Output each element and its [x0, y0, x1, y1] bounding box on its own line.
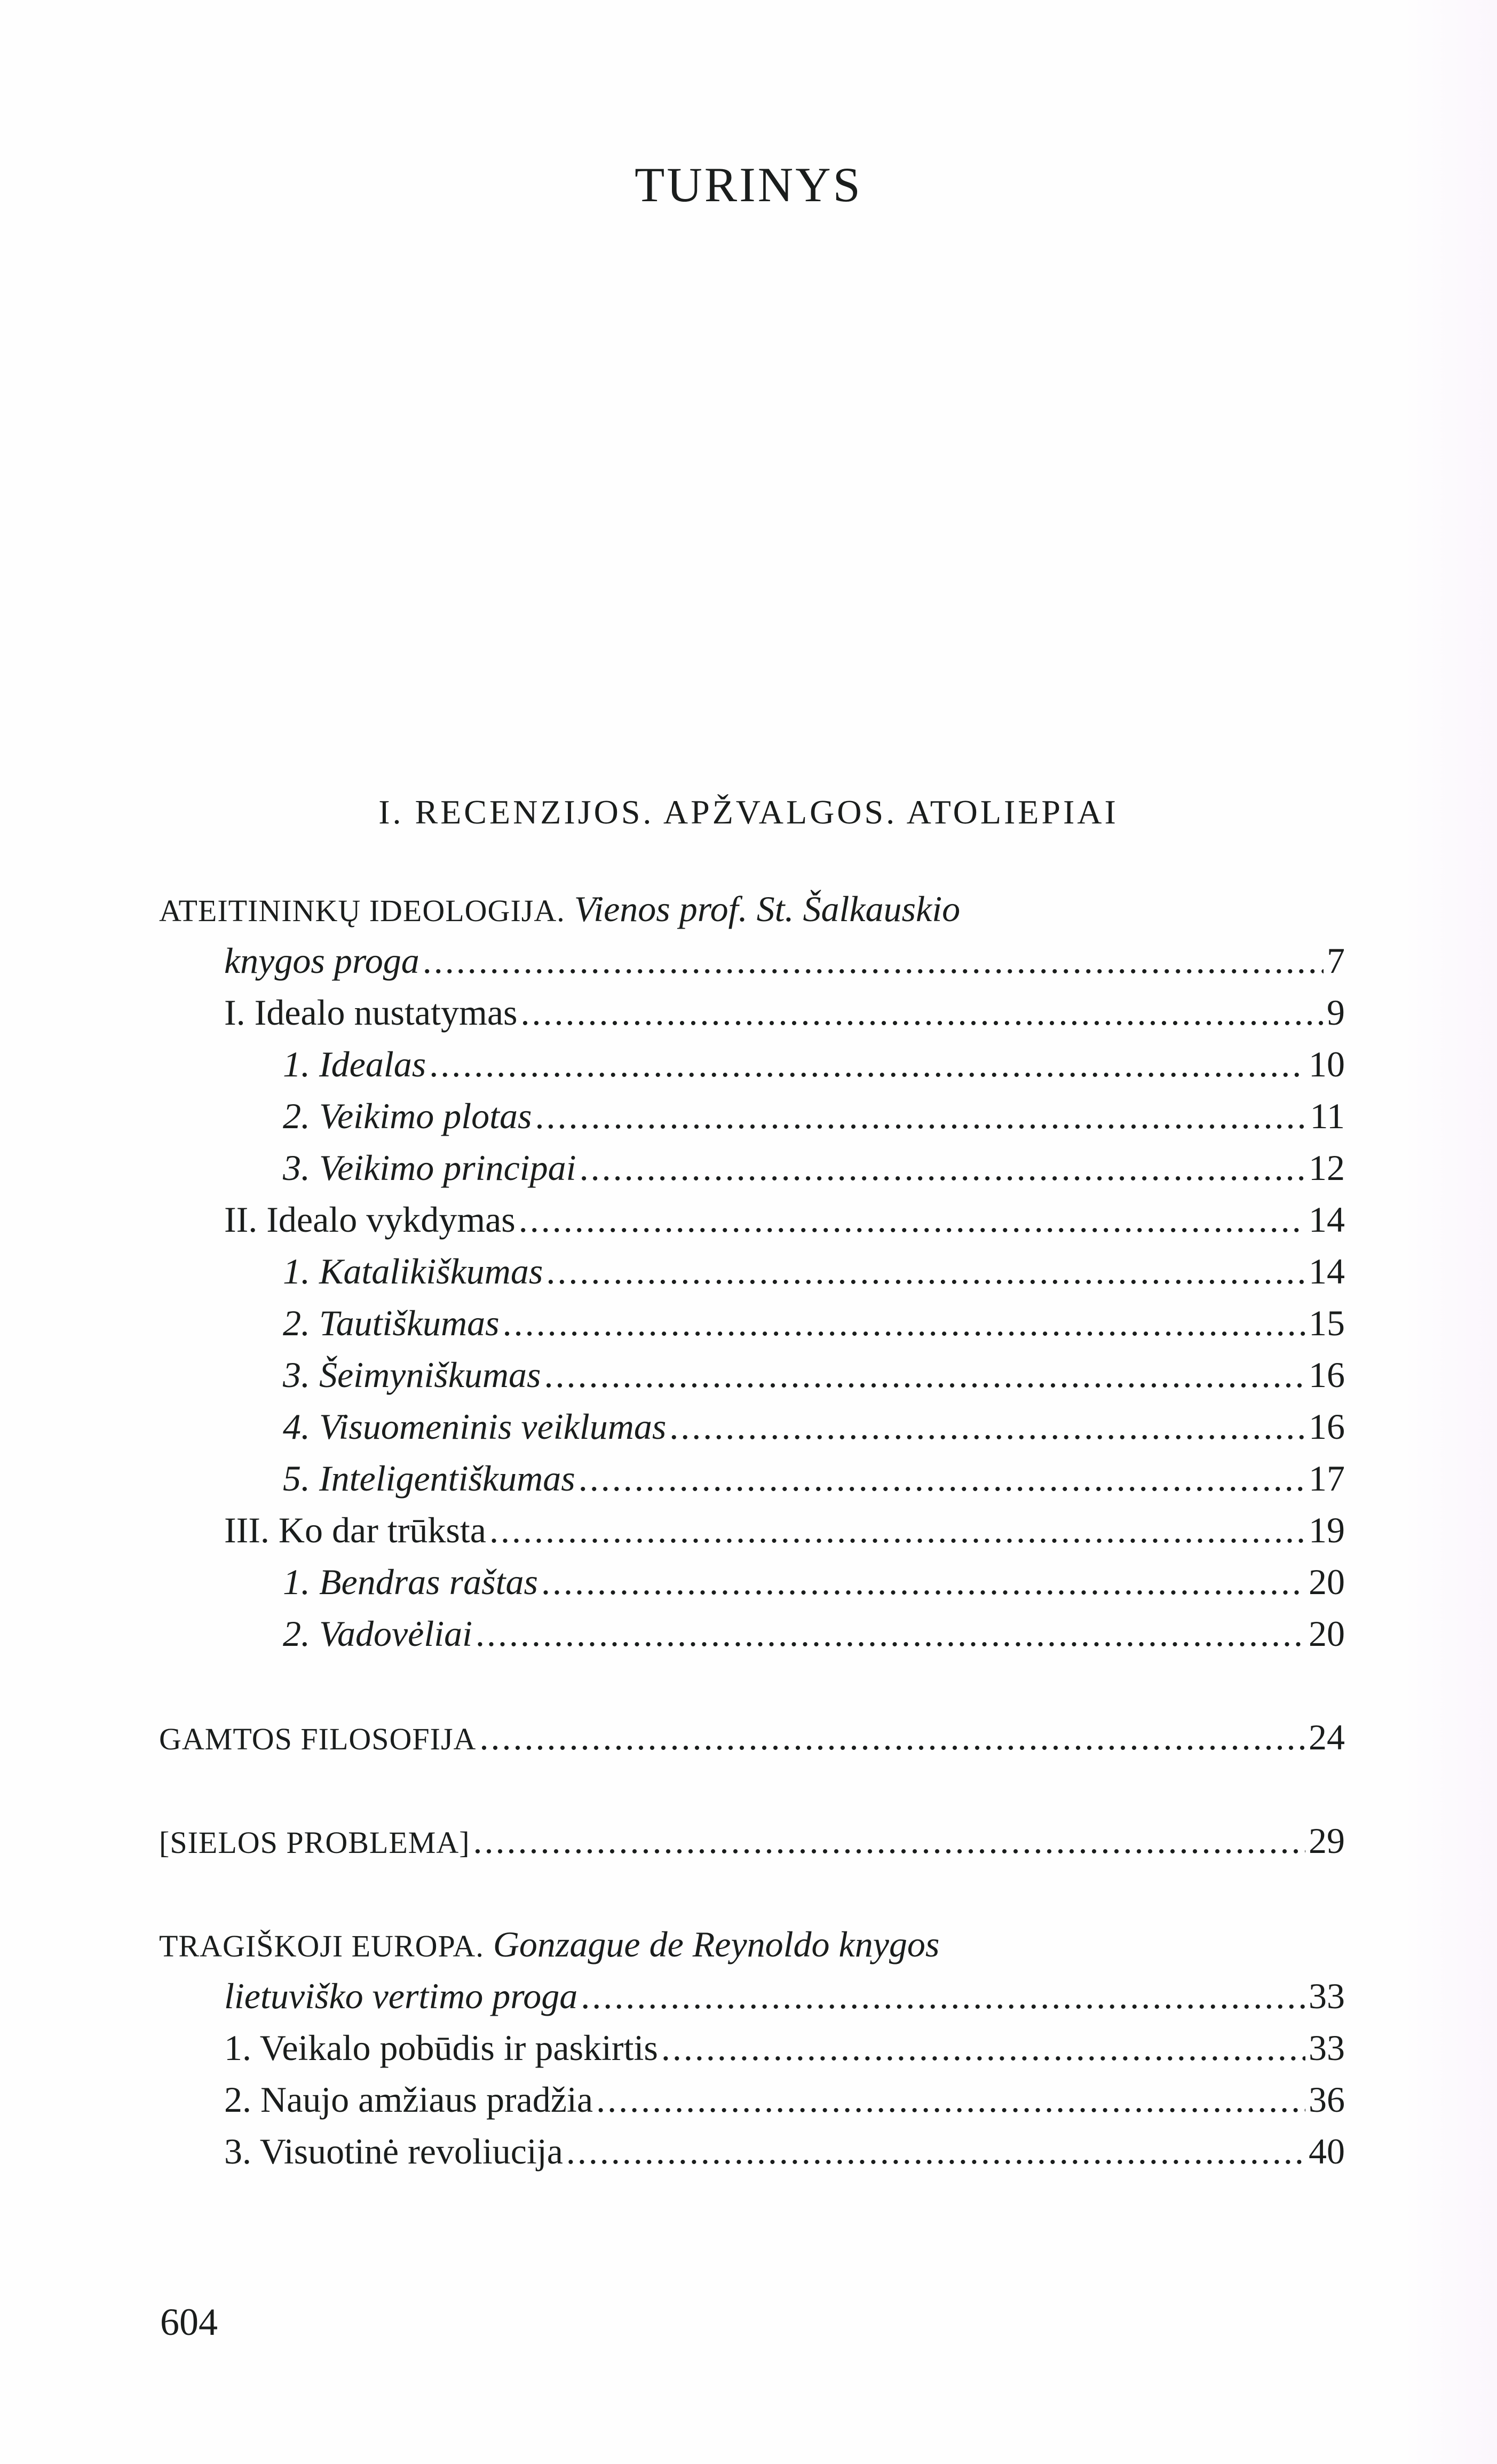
entry-title: TRAGIŠKOJI EUROPA.: [159, 1929, 484, 1963]
page-number: 7: [1327, 940, 1345, 981]
entry-label: lietuviško vertimo proga: [224, 1976, 578, 2016]
entry-label: [SIELOS PROBLEMA]: [159, 1825, 470, 1860]
dot-leader: [566, 2126, 1305, 2177]
dot-leader: [519, 1194, 1305, 1246]
page-number: 16: [1309, 1354, 1345, 1395]
dot-leader: [661, 2022, 1305, 2074]
page-number: 33: [1309, 2027, 1345, 2068]
page-title: TURINYS: [635, 157, 862, 212]
dot-leader: [581, 1970, 1305, 2022]
page-number: 14: [1309, 1199, 1345, 1240]
entry-label: I. Idealo nustatymas: [224, 992, 518, 1033]
dot-leader: [423, 935, 1324, 987]
page-number: 16: [1309, 1406, 1345, 1447]
page-number: 20: [1309, 1562, 1345, 1602]
entry-label: 1. Idealas: [283, 1044, 426, 1084]
entry-label: III. Ko dar trūksta: [224, 1510, 486, 1550]
toc-entry: [159, 1246, 1345, 1297]
toc-entry: [159, 987, 1345, 1039]
entry-label: 3. Šeimyniškumas: [283, 1354, 541, 1395]
dot-leader: [669, 1401, 1305, 1453]
page-number: 19: [1309, 1510, 1345, 1550]
dot-leader: [489, 1504, 1305, 1556]
page-number: 12: [1309, 1147, 1345, 1188]
table-of-contents: [159, 883, 1345, 2177]
entry-label: 2. Vadovėliai: [283, 1613, 473, 1654]
dot-leader: [544, 1349, 1305, 1401]
page-number: 29: [1309, 1820, 1345, 1861]
toc-entry: [159, 1142, 1345, 1194]
entry-label: 1. Katalikiškumas: [283, 1251, 543, 1292]
dot-leader: [546, 1246, 1305, 1297]
entry-label: II. Idealo vykdymas: [224, 1199, 516, 1240]
entry-subtitle: Vienos prof. St. Šalkauskio: [565, 889, 961, 929]
toc-entry: [159, 1297, 1345, 1349]
page-folio-number: 604: [160, 2301, 218, 2343]
dot-leader: [479, 1712, 1305, 1763]
entry-label: 1. Veikalo pobūdis ir paskirtis: [224, 2027, 658, 2068]
dot-leader: [503, 1297, 1305, 1349]
entry-label: 2. Tautiškumas: [283, 1303, 500, 1343]
page-number: 14: [1309, 1251, 1345, 1292]
toc-entry: [159, 1090, 1345, 1142]
entry-label: 1. Bendras raštas: [283, 1562, 538, 1602]
toc-entry: [159, 935, 1345, 987]
entry-label: 2. Veikimo plotas: [283, 1096, 532, 1136]
entry-label: 4. Visuomeninis veiklumas: [283, 1406, 667, 1447]
toc-entry-tragiskoji-europa: [159, 1919, 1345, 1970]
entry-label: 3. Visuotinė revoliucija: [224, 2131, 563, 2172]
page-number: 36: [1309, 2079, 1345, 2120]
toc-entry-gamtos-filosofija: [159, 1712, 1345, 1763]
toc-entry: [159, 1970, 1345, 2022]
dot-leader: [579, 1453, 1305, 1504]
toc-entry: [159, 1608, 1345, 1660]
dot-leader: [473, 1815, 1305, 1867]
toc-entry: [159, 1194, 1345, 1246]
toc-entry: [159, 2126, 1345, 2177]
page-number: 24: [1309, 1717, 1345, 1757]
dot-leader: [476, 1608, 1305, 1660]
dot-leader: [541, 1556, 1305, 1608]
entry-title: ATEITININKŲ IDEOLOGIJA.: [159, 893, 565, 928]
page-number: 17: [1309, 1458, 1345, 1499]
toc-entry-sielos-problema: [159, 1815, 1345, 1867]
toc-entry-ateitininku-ideologija: [159, 883, 1345, 935]
page-number: 9: [1327, 992, 1345, 1033]
entry-label: 5. Inteligentiškumas: [283, 1458, 575, 1499]
page-number: 40: [1309, 2131, 1345, 2172]
dot-leader: [535, 1090, 1307, 1142]
entry-label: 2. Naujo amžiaus pradžia: [224, 2079, 593, 2120]
dot-leader: [580, 1142, 1305, 1194]
page-number: 33: [1309, 1976, 1345, 2016]
entry-label: knygos proga: [224, 940, 419, 981]
dot-leader: [596, 2074, 1305, 2126]
toc-entry: [159, 1453, 1345, 1504]
toc-entry: [159, 2022, 1345, 2074]
toc-entry: [159, 2074, 1345, 2126]
entry-label: 3. Veikimo principai: [283, 1147, 576, 1188]
dot-leader: [429, 1039, 1305, 1090]
page-number: 10: [1309, 1044, 1345, 1084]
page-number: 15: [1309, 1303, 1345, 1343]
entry-label: GAMTOS FILOSOFIJA: [159, 1722, 477, 1756]
toc-entry: [159, 1401, 1345, 1453]
page-number: 11: [1310, 1096, 1345, 1136]
page-number: 20: [1309, 1613, 1345, 1654]
toc-entry: [159, 1504, 1345, 1556]
toc-entry: [159, 1349, 1345, 1401]
section-heading: I. RECENZIJOS. APŽVALGOS. ATOLIEPIAI: [378, 793, 1119, 831]
toc-entry: [159, 1556, 1345, 1608]
entry-subtitle: Gonzague de Reynoldo knygos: [484, 1924, 940, 1964]
toc-entry: [159, 1039, 1345, 1090]
dot-leader: [521, 987, 1324, 1039]
paper-edge-shading: [1401, 0, 1497, 2464]
